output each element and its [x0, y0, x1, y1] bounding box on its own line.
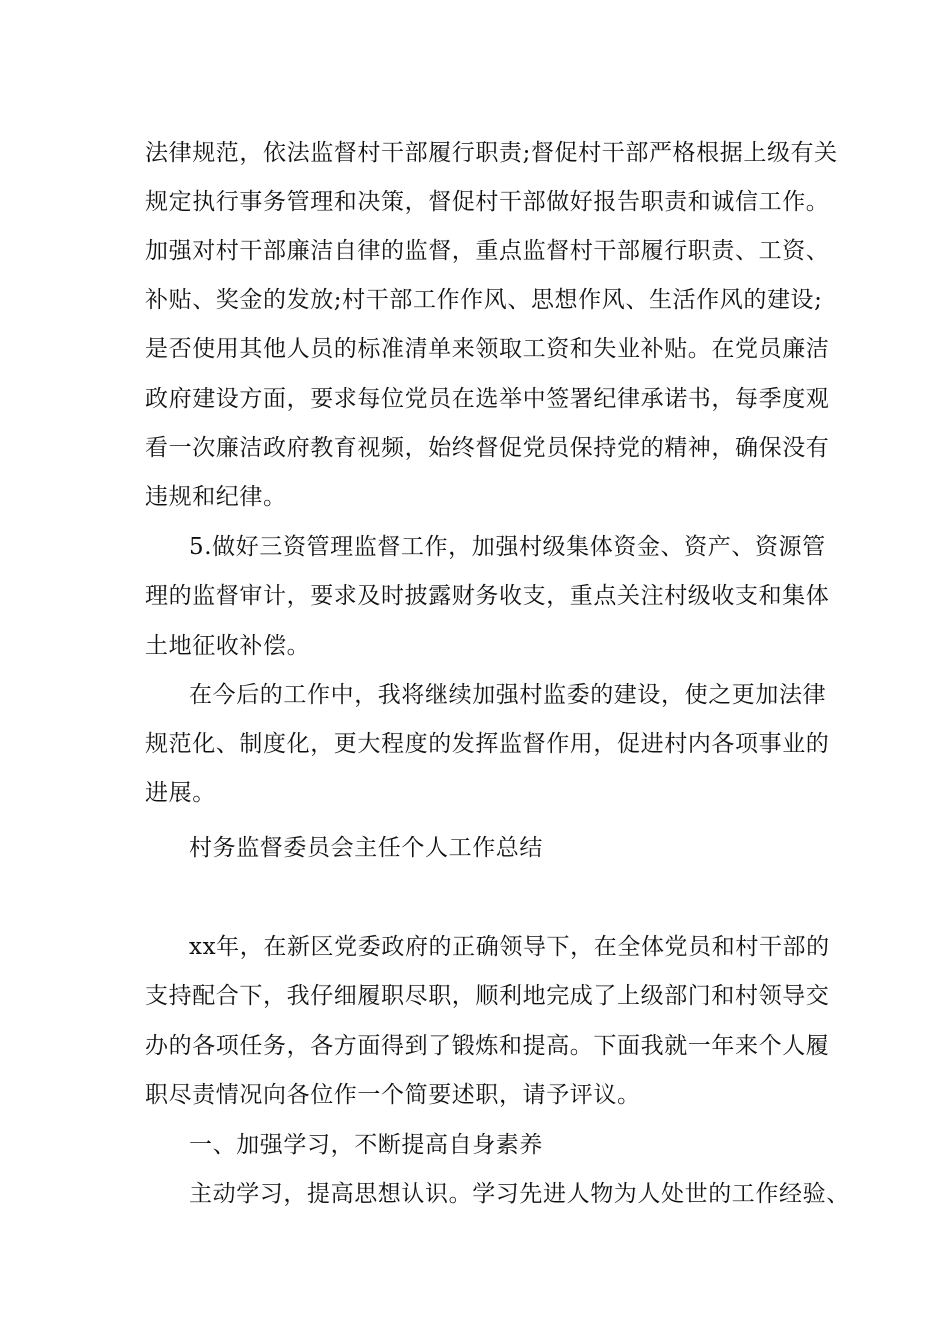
text-line: 5.做好三资管理监督工作，加强村级集体资金、资产、资源管 — [189, 534, 826, 560]
text-line: 是否使用其他人员的标准清单来领取工资和失业补贴。在党员廉洁 — [145, 336, 830, 362]
text-line: 理的监督审计，要求及时披露财务收支，重点关注村级收支和集体 — [145, 583, 830, 609]
text-line: 职尽责情况向各位作一个简要述职，请予评议。 — [145, 1082, 641, 1108]
text-line: 违规和纪律。 — [145, 484, 287, 510]
text-line: 主动学习，提高思想认识。学习先进人物为人处世的工作经验、 — [189, 1181, 850, 1207]
subsection-heading: 一、加强学习，不断提高自身素养 — [189, 1132, 543, 1158]
text-line: 办的各项任务，各方面得到了锻炼和提高。下面我就一年来个人履 — [145, 1033, 830, 1059]
text-line: 法律规范，依法监督村干部履行职责;督促村干部严格根据上级有关 — [145, 140, 838, 166]
text-line: 规范化、制度化，更大程度的发挥监督作用，促进村内各项事业的 — [145, 731, 830, 757]
text-line: 支持配合下，我仔细履职尽职，顺利地完成了上级部门和村领导交 — [145, 983, 830, 1009]
text-line: 进展。 — [145, 780, 216, 806]
text-line: 加强对村干部廉洁自律的监督，重点监督村干部履行职责、工资、 — [145, 238, 830, 264]
text-line: xx年，在新区党委政府的正确领导下，在全体党员和村干部的 — [189, 934, 830, 960]
text-line: 政府建设方面，要求每位党员在选举中签署纪律承诺书，每季度观 — [145, 386, 830, 412]
section-title: 村务监督委员会主任个人工作总结 — [189, 835, 543, 861]
text-line: 规定执行事务管理和决策，督促村干部做好报告职责和诚信工作。 — [145, 189, 830, 215]
text-line: 土地征收补偿。 — [145, 633, 311, 659]
text-line: 在今后的工作中，我将继续加强村监委的建设，使之更加法律 — [189, 682, 827, 708]
text-line: 补贴、奖金的发放;村干部工作作风、思想作风、生活作风的建设; — [145, 287, 823, 313]
text-line: 看一次廉洁政府教育视频，始终督促党员保持党的精神，确保没有 — [145, 435, 830, 461]
